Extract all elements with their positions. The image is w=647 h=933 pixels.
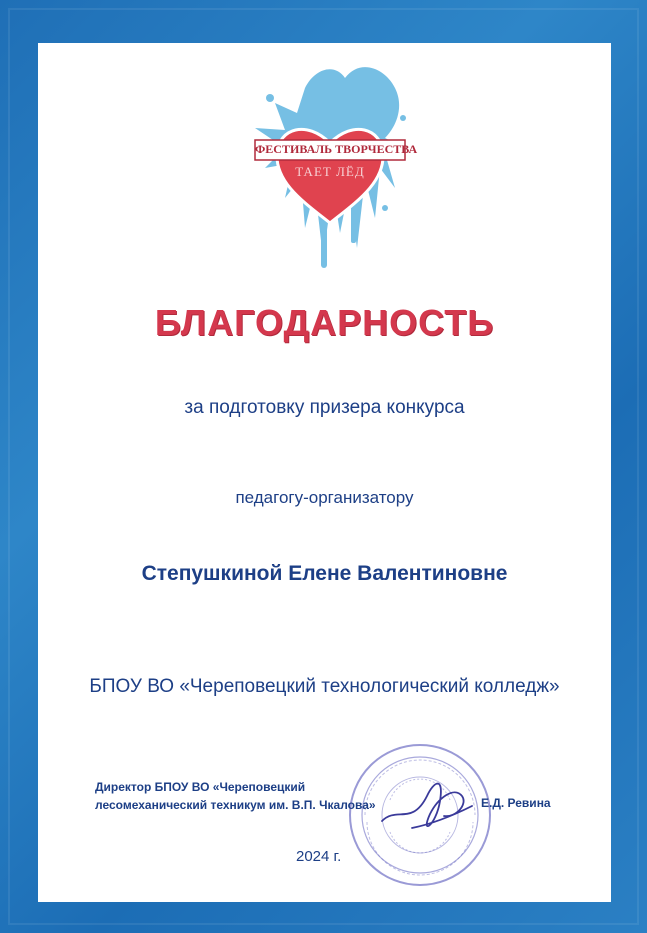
issue-year: 2024 г. xyxy=(296,848,342,865)
director-line-2: лесомеханический техникум им. В.П. Чкалова» xyxy=(95,798,376,812)
recipient-organization: БПОУ ВО «Череповецкий технологический колледж» xyxy=(89,676,560,697)
certificate-subtitle: за подготовку призера конкурса xyxy=(184,397,465,418)
director-title xyxy=(95,778,376,814)
logo-subtitle-text: ТАЕТ ЛЁД xyxy=(295,164,365,179)
signature-icon xyxy=(372,766,482,846)
handwritten-signature xyxy=(372,766,482,846)
certificate-title: БЛАГОДАРНОСТЬ xyxy=(154,302,495,343)
director-line-1: Директор БПОУ ВО «Череповецкий xyxy=(95,780,306,794)
signer-name: Е.Д. Ревина xyxy=(481,796,551,810)
logo-banner-text: ФЕСТИВАЛЬ ТВОРЧЕСТВА xyxy=(255,142,418,156)
recipient-name: Степушкиной Елене Валентиновне xyxy=(141,562,508,585)
recipient-position: педагогу-организатору xyxy=(235,488,414,507)
